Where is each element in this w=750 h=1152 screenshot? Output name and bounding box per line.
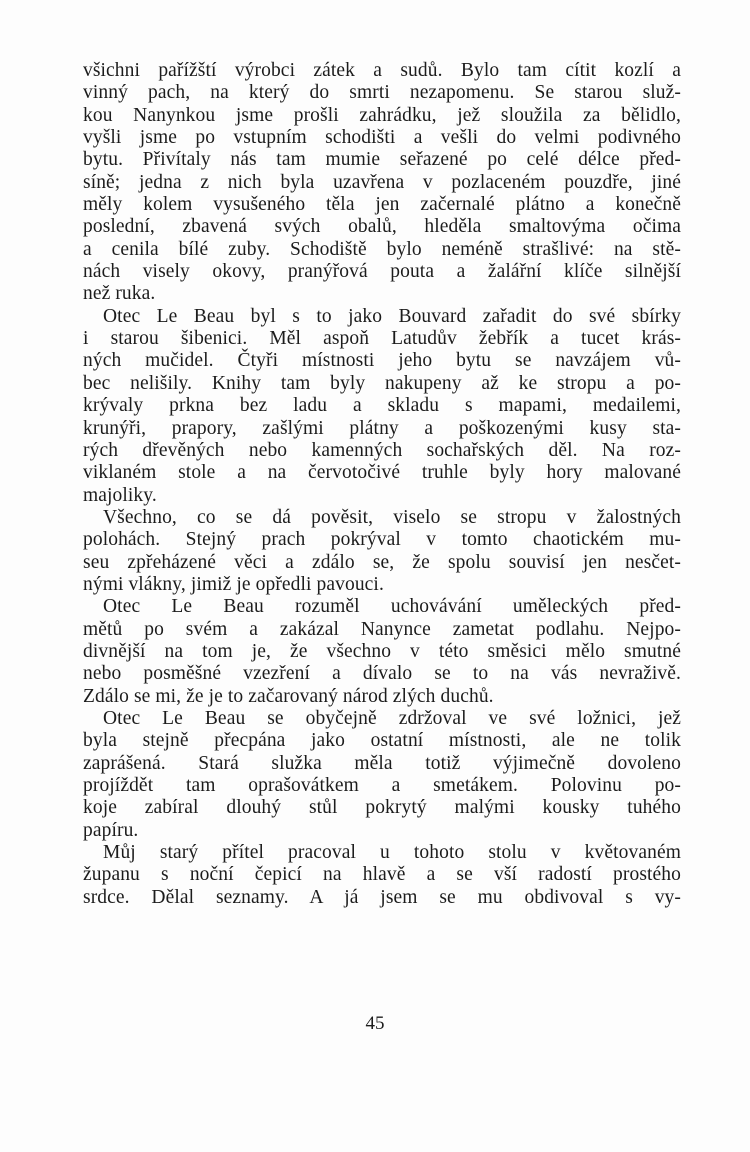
text-line: projíždět tam oprašovátkem a smetákem. Polovinu po- <box>83 775 681 796</box>
text-line: Můj starý přítel pracoval u tohoto stolu v květovaném <box>103 842 681 864</box>
text-line: a cenila bílé zuby. Schodiště bylo neméně strašlivé: na stě- <box>83 238 681 260</box>
text-line: vyšli jsme po vstupním schodišti a vešli do velmi podivného <box>83 127 681 149</box>
text-line: bytu. Přivítaly nás tam mumie seřazené po celé délce před- <box>83 149 681 171</box>
text-line: všichni pařížští výrobci zátek a sudů. Bylo tam cítit kozlí a <box>83 60 681 81</box>
text-line: síně; jedna z nich byla uzavřena v pozlaceném pouzdře, jiné <box>83 171 681 193</box>
text-line: ných mučidel. Čtyři místnosti jeho bytu se navzájem vů- <box>83 350 681 372</box>
paragraph <box>83 708 681 842</box>
text-line: nými vlákny, jimiž je opředli pavouci. <box>83 573 384 595</box>
text-line: županu s noční čepicí na hlavě a se vší radostí prostého <box>83 864 681 886</box>
text-line: zaprášená. Stará služka měla totiž výjimečně dovoleno <box>83 752 681 774</box>
text-line: krunýři, prapory, zašlými plátny a poškozenými kusy sta- <box>83 417 681 439</box>
text-line: srdce. Dělal seznamy. A já jsem se mu obdivoval s vy- <box>83 886 681 908</box>
text-line: papíru. <box>83 819 139 841</box>
text-line: nebo posměšné vzezření a dívalo se to na vás nevraživě. <box>83 663 681 685</box>
paragraph <box>83 306 681 507</box>
text-line: než ruka. <box>83 283 156 305</box>
text-line: divnější na tom je, že všechno v této směsici mělo smutné <box>83 640 681 662</box>
text-line: vinný pach, na který do smrti nezapomenu. Se starou služ- <box>83 82 681 104</box>
paragraph <box>83 60 681 306</box>
paragraph <box>83 596 681 708</box>
text-line: polohách. Stejný prach pokrýval v tomto chaotickém mu- <box>83 529 681 551</box>
text-line: koje zabíral dlouhý stůl pokrytý malými kousky tuhého <box>83 797 681 819</box>
text-line: měly kolem vysušeného těla jen začernalé plátno a konečně <box>83 194 681 216</box>
page-number: 45 <box>365 1013 385 1034</box>
paragraph <box>83 507 681 596</box>
page-body-text <box>83 60 681 909</box>
text-line: Otec Le Beau se obyčejně zdržoval ve své ložnici, jež <box>103 707 681 729</box>
text-line: bec nelišily. Knihy tam byly nakupeny až ke stropu a po- <box>83 372 681 394</box>
text-line: Otec Le Beau rozuměl uchovávání uměleckých před- <box>103 596 681 618</box>
text-line: viklaném stole a na červotočivé truhle byly hory malované <box>83 462 681 484</box>
text-line: Zdálo se mi, že je to začarovaný národ zlých duchů. <box>83 685 494 707</box>
text-line: i starou šibenici. Měl aspoň Latudův žebřík a tucet krás- <box>83 328 681 350</box>
text-line: seu zpřeházené věci a zdálo se, že spolu souvisí jen nesčet- <box>83 551 681 573</box>
paragraph <box>83 842 681 909</box>
text-line: nách visely okovy, pranýřová pouta a žalářní klíče silnější <box>83 261 681 283</box>
text-line: Otec Le Beau byl s to jako Bouvard zařadit do své sbírky <box>103 305 681 327</box>
text-line: mětů po svém a zakázal Nanynce zametat podlahu. Nejpo- <box>83 618 681 640</box>
text-line: kou Nanynkou jsme prošli zahrádku, jež sloužila za bělidlo, <box>83 104 681 126</box>
text-line: poslední, zbavená svých obalů, hleděla smaltovýma očima <box>83 216 681 238</box>
text-line: Všechno, co se dá pověsit, viselo se stropu v žalostných <box>103 506 681 528</box>
text-line: majoliky. <box>83 484 157 506</box>
text-line: krývaly prkna bez ladu a skladu s mapami, medailemi, <box>83 395 681 417</box>
text-line: byla stejně přecpána jako ostatní místnosti, ale ne tolik <box>83 730 681 752</box>
text-line: rých dřevěných nebo kamenných sochařských děl. Na roz- <box>83 439 681 461</box>
